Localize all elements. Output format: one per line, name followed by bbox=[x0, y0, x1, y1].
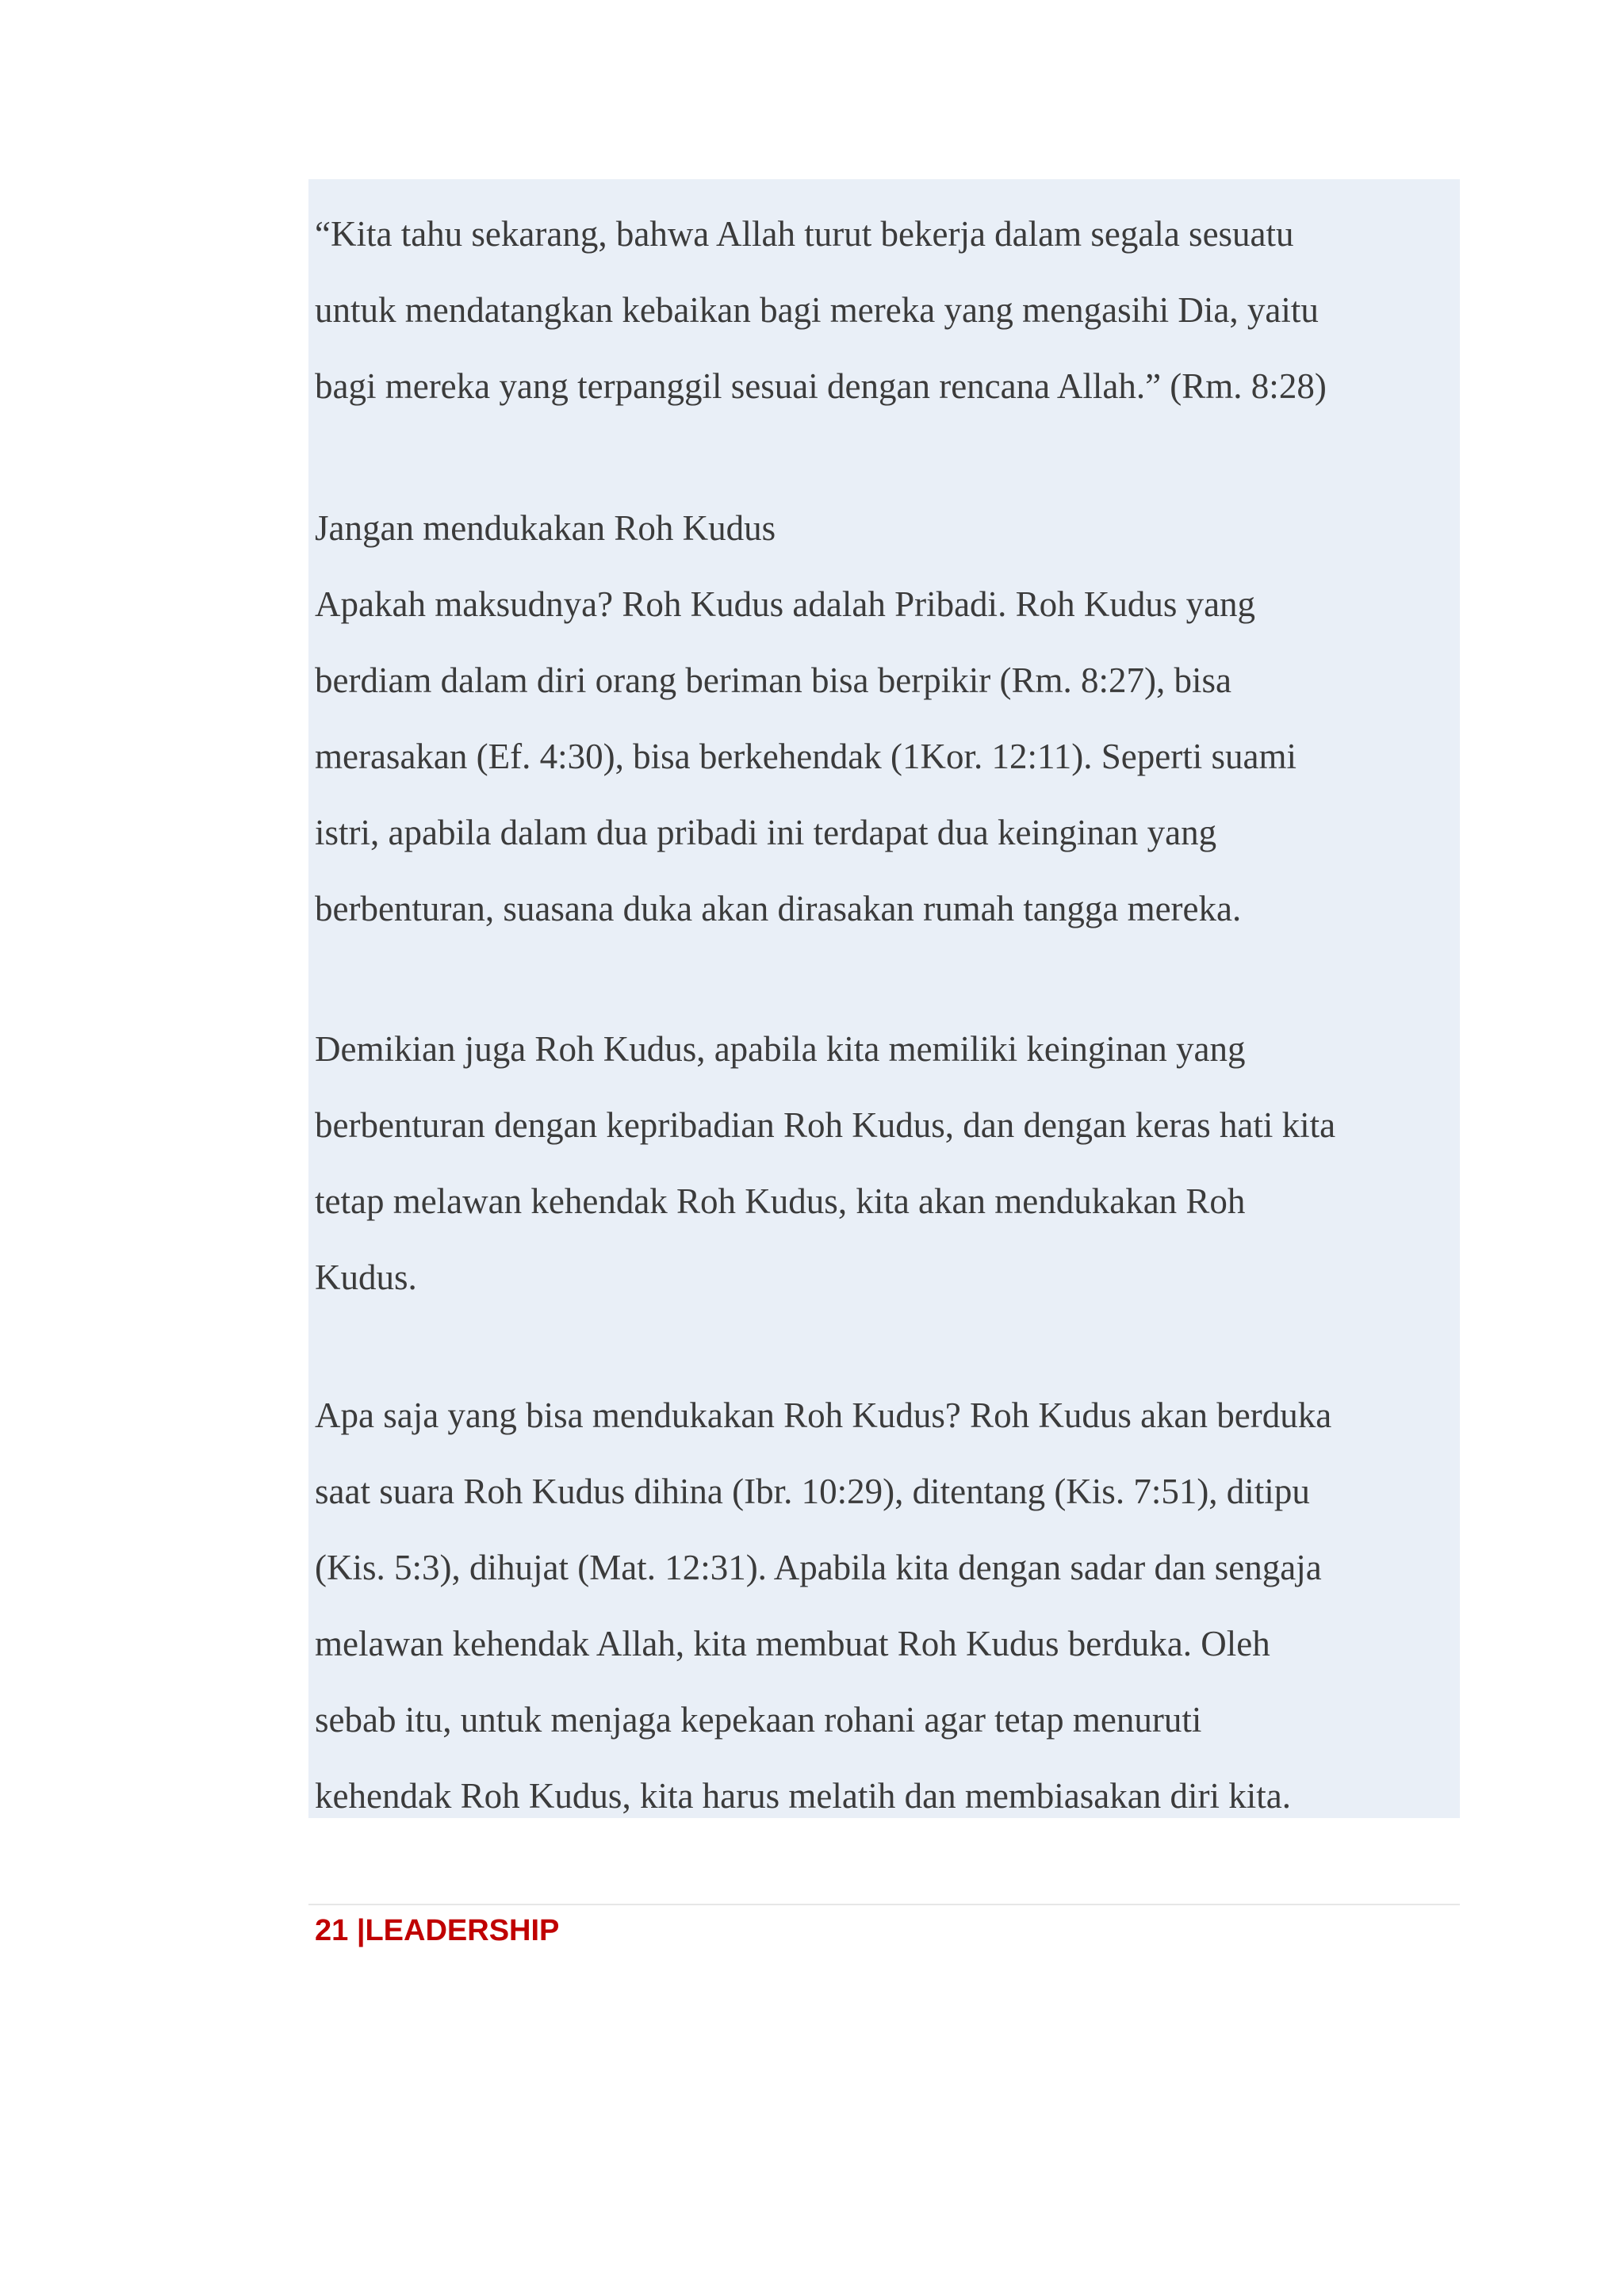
paragraph-line: (Kis. 5:3), dihujat (Mat. 12:31). Apabila kita dengan sadar dan sengaja bbox=[315, 1548, 1322, 1587]
paragraph-line: istri, apabila dalam dua pribadi ini terdapat dua keinginan yang bbox=[315, 813, 1217, 852]
paragraph-line: kehendak Roh Kudus, kita harus melatih dan membiasakan diri kita. bbox=[315, 1776, 1291, 1816]
paragraph-line: Demikian juga Roh Kudus, apabila kita memiliki keinginan yang bbox=[315, 1029, 1246, 1069]
paragraph-line: tetap melawan kehendak Roh Kudus, kita akan mendukakan Roh bbox=[315, 1181, 1246, 1221]
verse-line: untuk mendatangkan kebaikan bagi mereka yang mengasihi Dia, yaitu bbox=[315, 290, 1319, 330]
section-heading: Jangan mendukakan Roh Kudus bbox=[315, 508, 776, 548]
paragraph-line: Apakah maksudnya? Roh Kudus adalah Pribadi. Roh Kudus yang bbox=[315, 584, 1256, 624]
paragraph-line: melawan kehendak Allah, kita membuat Roh Kudus berduka. Oleh bbox=[315, 1624, 1270, 1663]
page-footer: 21 |LEADERSHIP bbox=[315, 1914, 560, 1947]
paragraph-line: merasakan (Ef. 4:30), bisa berkehendak (1Kor. 12:11). Seperti suami bbox=[315, 737, 1297, 776]
paragraph-line: sebab itu, untuk menjaga kepekaan rohani agar tetap menuruti bbox=[315, 1700, 1202, 1740]
paragraph-line: berdiam dalam diri orang beriman bisa berpikir (Rm. 8:27), bisa bbox=[315, 660, 1231, 700]
footer-divider bbox=[308, 1904, 1460, 1905]
paragraph-line: berbenturan, suasana duka akan dirasakan rumah tangga mereka. bbox=[315, 889, 1242, 928]
paragraph-line: Apa saja yang bisa mendukakan Roh Kudus? Roh Kudus akan berduka bbox=[315, 1395, 1332, 1435]
verse-line: “Kita tahu sekarang, bahwa Allah turut bekerja dalam segala sesuatu bbox=[315, 214, 1294, 254]
paragraph-line: berbenturan dengan kepribadian Roh Kudus, dan dengan keras hati kita bbox=[315, 1105, 1336, 1145]
paragraph-line: saat suara Roh Kudus dihina (Ibr. 10:29), ditentang (Kis. 7:51), ditipu bbox=[315, 1472, 1310, 1511]
paragraph-line: Kudus. bbox=[315, 1258, 417, 1297]
verse-line: bagi mereka yang terpanggil sesuai dengan rencana Allah.” (Rm. 8:28) bbox=[315, 366, 1327, 406]
